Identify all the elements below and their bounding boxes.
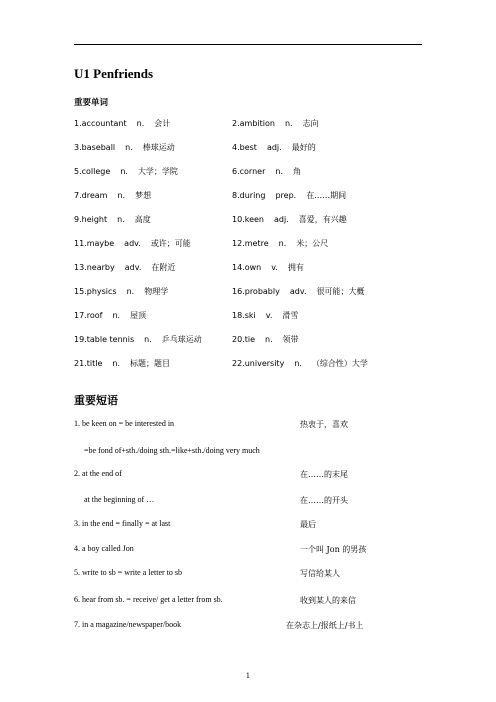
vocab-entry	[232, 166, 301, 177]
vocab-word: during	[239, 191, 266, 200]
vocab-number: 7.	[74, 191, 82, 200]
vocab-pos: n.	[144, 335, 152, 344]
vocab-pos: n.	[278, 239, 287, 248]
vocab-row	[74, 262, 434, 274]
vocab-pos: n.	[275, 167, 283, 176]
vocab-entry	[74, 286, 168, 297]
vocab-meaning: 标题；题目	[130, 359, 170, 368]
vocab-row	[74, 286, 434, 298]
vocab-pos: n.	[120, 167, 128, 176]
vocab-number: 6.	[232, 167, 240, 176]
vocab-meaning: （综合性）大学	[311, 359, 368, 368]
vocab-word: nearby	[86, 263, 115, 272]
vocab-row	[74, 334, 434, 346]
vocab-pos: adv.	[124, 239, 141, 248]
vocab-number: 5.	[74, 167, 82, 176]
page-number: 1	[245, 672, 251, 680]
vocab-pos: n.	[112, 311, 121, 320]
vocab-word: tie	[244, 335, 256, 344]
vocab-meaning: 在附近	[151, 263, 176, 272]
vocab-entry	[74, 310, 146, 321]
vocab-pos: n.	[112, 359, 120, 368]
vocab-list	[74, 118, 434, 368]
vocab-meaning: 会计	[154, 119, 171, 128]
vocab-word: probably	[244, 287, 280, 296]
vocab-pos: n.	[136, 119, 145, 128]
vocab-entry	[232, 238, 328, 249]
vocab-meaning: 高度	[134, 215, 151, 224]
vocab-entry	[74, 190, 151, 201]
vocab-entry	[74, 214, 151, 225]
vocab-entry	[74, 358, 170, 369]
vocab-meaning: 最好的	[291, 143, 316, 152]
page-title: U1 Penfriends	[74, 66, 154, 81]
vocab-meaning: 屋顶	[130, 311, 147, 320]
vocab-number: 17.	[74, 311, 87, 320]
vocab-pos: n.	[125, 143, 133, 152]
vocab-entry	[232, 262, 304, 273]
vocab-meaning: 志向	[302, 119, 319, 128]
vocab-meaning: 乒乓球运动	[161, 335, 202, 344]
vocab-number: 8.	[232, 191, 240, 200]
vocab-number: 22.	[232, 359, 245, 368]
phrase-chinese: 收到某人的来信	[300, 596, 356, 605]
vocab-word: best	[239, 143, 257, 152]
vocab-entry	[74, 166, 178, 177]
vocab-number: 20.	[232, 335, 245, 344]
vocab-entry	[74, 142, 175, 153]
vocab-pos: prep.	[275, 191, 297, 200]
vocab-meaning: 物理学	[144, 287, 169, 296]
vocab-meaning: 大学；学院	[137, 167, 178, 176]
phrase-heading: 重要短语	[74, 394, 118, 407]
phrase-english: =be fond of+sth./doing sth.=like+sth./doing very much	[84, 446, 260, 455]
vocab-number: 15.	[74, 287, 87, 296]
vocab-pos: adj.	[266, 143, 282, 152]
phrase-english: 6. hear from sb. = receive/ get a letter from sb.	[74, 595, 223, 604]
vocab-pos: n.	[265, 335, 273, 344]
vocab-word: keen	[244, 215, 264, 224]
vocab-row	[74, 166, 434, 178]
vocab-number: 14.	[232, 263, 245, 272]
vocab-entry	[232, 358, 368, 369]
phrase-chinese: 热衷于，喜欢	[300, 420, 348, 429]
phrase-english: at the beginning of …	[84, 495, 155, 504]
vocab-word: physics	[86, 287, 117, 296]
vocab-number: 4.	[232, 143, 240, 152]
vocab-entry	[74, 118, 170, 129]
vocab-word: dream	[81, 191, 108, 200]
vocab-heading: 重要单词	[74, 98, 109, 108]
vocab-word: corner	[239, 167, 266, 176]
vocab-entry	[232, 118, 319, 129]
vocab-word: maybe	[86, 239, 115, 248]
vocab-word: table tennis	[86, 335, 135, 344]
vocab-number: 2.	[232, 119, 240, 128]
vocab-word: metre	[244, 239, 269, 248]
vocab-row	[74, 190, 434, 202]
vocab-word: ambition	[239, 119, 275, 128]
phrase-english: 2. at the end of	[74, 469, 122, 478]
vocab-word: college	[81, 167, 111, 176]
phrase-chinese: 在……的开头	[300, 496, 348, 505]
vocab-pos: n.	[284, 119, 293, 128]
vocab-pos: n.	[126, 287, 135, 296]
vocab-pos: adv.	[124, 263, 142, 272]
vocab-word: roof	[86, 311, 103, 320]
vocab-word: ski	[244, 311, 256, 320]
vocab-number: 10.	[232, 215, 245, 224]
vocab-number: 13.	[74, 263, 87, 272]
vocab-number: 11.	[74, 239, 87, 248]
phrase-english: 7. in a magazine/newspaper/book	[74, 620, 182, 629]
phrase-chinese: 在……的末尾	[300, 470, 348, 479]
vocab-pos: n.	[117, 191, 126, 200]
vocab-meaning: 梦想	[135, 191, 152, 200]
vocab-meaning: 角	[293, 167, 301, 176]
vocab-entry	[232, 142, 316, 153]
vocab-entry	[232, 286, 364, 297]
phrase-english: 3. in the end = finally = at last	[74, 519, 171, 528]
phrase-chinese: 写信给某人	[300, 569, 340, 578]
vocab-entry	[74, 334, 202, 345]
vocab-number: 21.	[74, 359, 87, 368]
phrase-chinese: 最后	[300, 520, 316, 529]
vocab-pos: v.	[271, 263, 278, 272]
phrase-chinese: 在杂志上/报纸上/书上	[286, 621, 364, 630]
vocab-entry	[74, 238, 191, 249]
vocab-meaning: 喜爱，有兴趣	[298, 215, 347, 224]
vocab-meaning: 滑雪	[282, 311, 299, 320]
vocab-row	[74, 142, 434, 154]
vocab-row	[74, 118, 434, 130]
vocab-pos: n.	[294, 359, 302, 368]
vocab-number: 18.	[232, 311, 245, 320]
vocab-row	[74, 214, 434, 226]
vocab-entry	[74, 262, 175, 273]
vocab-meaning: 很可能；大概	[316, 287, 365, 296]
vocab-meaning: 在……期间	[306, 191, 347, 200]
phrase-english: 5. write to sb = write a letter to sb	[74, 568, 183, 577]
vocab-number: 3.	[74, 143, 82, 152]
vocab-pos: adj.	[274, 215, 289, 224]
vocab-pos: v.	[265, 311, 273, 320]
vocab-word: title	[86, 359, 103, 368]
vocab-number: 1.	[74, 119, 82, 128]
vocab-pos: adv.	[289, 287, 307, 296]
vocab-meaning: 或许；可能	[150, 239, 191, 248]
vocab-row	[74, 238, 434, 250]
vocab-entry	[232, 214, 347, 225]
vocab-meaning: 米；公尺	[296, 239, 329, 248]
vocab-number: 19.	[74, 335, 87, 344]
vocab-meaning: 拥有	[287, 263, 304, 272]
vocab-word: own	[244, 263, 262, 272]
vocab-row	[74, 310, 434, 322]
vocab-number: 9.	[74, 215, 82, 224]
phrase-english: 1. be keen on = be interested in	[74, 419, 175, 428]
vocab-row	[74, 358, 434, 370]
vocab-word: accountant	[81, 119, 127, 128]
vocab-entry	[232, 310, 298, 321]
phrase-english: 4. a boy called Jon	[74, 544, 134, 553]
vocab-number: 16.	[232, 287, 245, 296]
vocab-meaning: 棒球运动	[142, 143, 175, 152]
vocab-number: 12.	[232, 239, 245, 248]
vocab-entry	[232, 334, 299, 345]
phrase-chinese: 一个叫 Jon 的男孩	[300, 545, 367, 554]
vocab-entry	[232, 190, 346, 201]
vocab-meaning: 领带	[282, 335, 299, 344]
vocab-word: university	[244, 359, 285, 368]
vocab-word: baseball	[81, 143, 116, 152]
vocab-pos: n.	[117, 215, 125, 224]
header-rule	[74, 44, 422, 45]
vocab-word: height	[81, 215, 108, 224]
